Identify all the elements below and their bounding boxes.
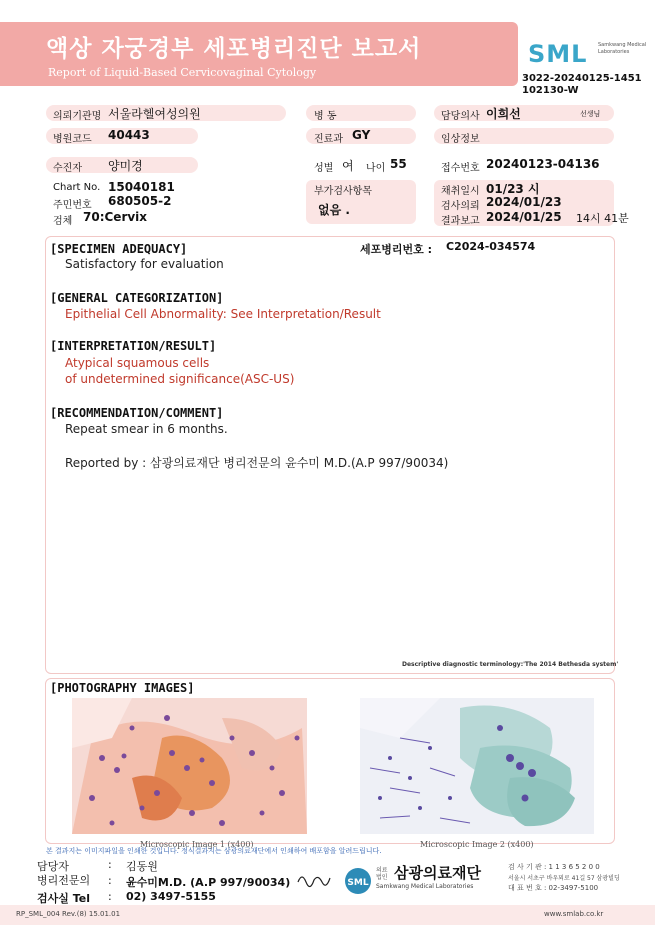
doctor-label: 담당의사 xyxy=(441,111,480,122)
form-code: RP_SML_004 Rev.(8) 15.01.01 xyxy=(16,910,121,918)
extra-test-label: 부가검사항목 xyxy=(314,186,372,197)
org-prefix: 의료법인 xyxy=(376,867,388,881)
collect-value: 01/23 시 xyxy=(486,182,540,196)
chart-value: 15040181 xyxy=(108,180,175,194)
age-value: 55 xyxy=(390,157,407,171)
receipt-label: 접수번호 xyxy=(441,163,480,174)
dept-label: 진료과 xyxy=(314,134,343,145)
terminology-note: Descriptive diagnostic terminology:'The 2014 Bethesda system' xyxy=(402,661,619,668)
report-date-value: 2024/01/25 xyxy=(486,210,562,224)
dept-value: GY xyxy=(352,128,371,142)
doctor-value: 이희선 xyxy=(486,107,521,121)
org-name: 삼광의료재단 xyxy=(394,864,481,882)
recommendation-heading: [RECOMMENDATION/COMMENT] xyxy=(50,406,224,420)
signature-image xyxy=(296,870,332,888)
resident-value: 680505-2 xyxy=(108,194,172,208)
image-2-caption: Microscopic Image 2 (x400) xyxy=(420,840,534,849)
patient-value: 양미경 xyxy=(108,159,143,173)
pathologist-label: 병리전문의 xyxy=(37,874,91,887)
org-address: 서울시 서초구 바우뫼로 41길 57 삼광빌딩 xyxy=(508,875,620,882)
image-1-caption: Microscopic Image 1 (x400) xyxy=(140,840,254,849)
staff-colon: : xyxy=(108,858,112,871)
cyto-number-label: 세포병리번호 : xyxy=(360,243,432,256)
foundation-logo-icon xyxy=(343,866,373,896)
report-subtitle: Report of Liquid-Based Cervicovaginal Cytology xyxy=(48,66,317,79)
sml-logo: SML xyxy=(528,40,588,68)
adequacy-heading: [SPECIMEN ADEQUACY] xyxy=(50,242,188,256)
doc-id-2: 102130-W xyxy=(522,85,579,96)
photo-heading: [PHOTOGRAPHY IMAGES] xyxy=(50,681,195,695)
tel-colon: : xyxy=(108,890,112,903)
resident-label: 주민번호 xyxy=(53,200,92,211)
sex-label: 성별 xyxy=(314,163,334,174)
ward-label: 병 동 xyxy=(314,111,337,122)
doctor-suffix: 선생님 xyxy=(580,110,601,118)
interpretation-heading: [INTERPRETATION/RESULT] xyxy=(50,339,217,353)
tel-value: 02) 3497-5155 xyxy=(126,890,216,903)
staff-value: 김동원 xyxy=(126,860,158,873)
org-registration: 검 사 기 관 : 1 1 3 6 5 2 0 0 xyxy=(508,863,600,871)
org-name-en: Samkwang Medical Laboratories xyxy=(376,883,474,890)
collect-label: 채취일시 xyxy=(441,186,480,197)
cyto-number-value: C2024-034574 xyxy=(446,240,536,253)
general-text: Epithelial Cell Abnormality: See Interpretation/Result xyxy=(65,307,381,321)
org-phone: 대 표 번 호 : 02-3497-5100 xyxy=(508,884,599,892)
clinical-label: 임상정보 xyxy=(441,134,480,145)
pathologist-colon: : xyxy=(108,874,112,887)
sml-logo-subtitle: Samkwang Medical Laboratories xyxy=(598,42,647,55)
report-date-label: 결과보고 xyxy=(441,216,480,227)
extra-test-value: 없음 . xyxy=(318,203,350,217)
specimen-value: 70:Cervix xyxy=(83,210,148,224)
age-label: 나이 xyxy=(366,163,386,174)
hospital-code-value: 40443 xyxy=(108,128,150,142)
pathologist-value: 윤수미M.D. (A.P 997/90034) xyxy=(126,876,291,889)
interpretation-line-2: of undetermined significance(ASC-US) xyxy=(65,372,295,386)
recommendation-text: Repeat smear in 6 months. xyxy=(65,422,228,436)
microscopic-image-1 xyxy=(72,698,307,834)
microscopic-image-2 xyxy=(360,698,594,834)
adequacy-text: Satisfactory for evaluation xyxy=(65,257,224,271)
website-link: www.smlab.co.kr xyxy=(544,910,604,918)
chart-label: Chart No. xyxy=(53,182,101,193)
staff-label: 담당자 xyxy=(37,860,69,873)
interpretation-line-1: Atypical squamous cells xyxy=(65,356,210,370)
receipt-value: 20240123-04136 xyxy=(486,157,600,171)
hospital-code-label: 병원코드 xyxy=(53,134,92,145)
institution-value: 서울라헬여성의원 xyxy=(108,107,201,121)
general-heading: [GENERAL CATEGORIZATION] xyxy=(50,291,224,305)
svg-text:SML: SML xyxy=(347,878,369,888)
specimen-label: 검체 xyxy=(53,216,73,227)
patient-label: 수진자 xyxy=(53,163,82,174)
sex-value: 여 xyxy=(342,159,354,173)
institution-label: 의뢰기관명 xyxy=(53,111,102,122)
reported-by: Reported by : 삼광의료재단 병리전문의 윤수미 M.D.(A.P 997/90034) xyxy=(65,456,449,470)
notice-text: 본 결과지는 이미지파일을 인쇄한 것입니다. 정식결과지는 삼광의료재단에서 인쇄하여 배포함을 알려드립니다. xyxy=(46,847,382,855)
request-value: 2024/01/23 xyxy=(486,195,562,209)
doc-id-1: 3022-20240125-1451 xyxy=(522,73,642,84)
tel-label: 검사실 Tel xyxy=(37,892,90,905)
report-title: 액상 자궁경부 세포병리진단 보고서 xyxy=(46,36,422,62)
report-time-value: 14시 41분 xyxy=(576,212,629,225)
request-label: 검사의뢰 xyxy=(441,201,480,212)
